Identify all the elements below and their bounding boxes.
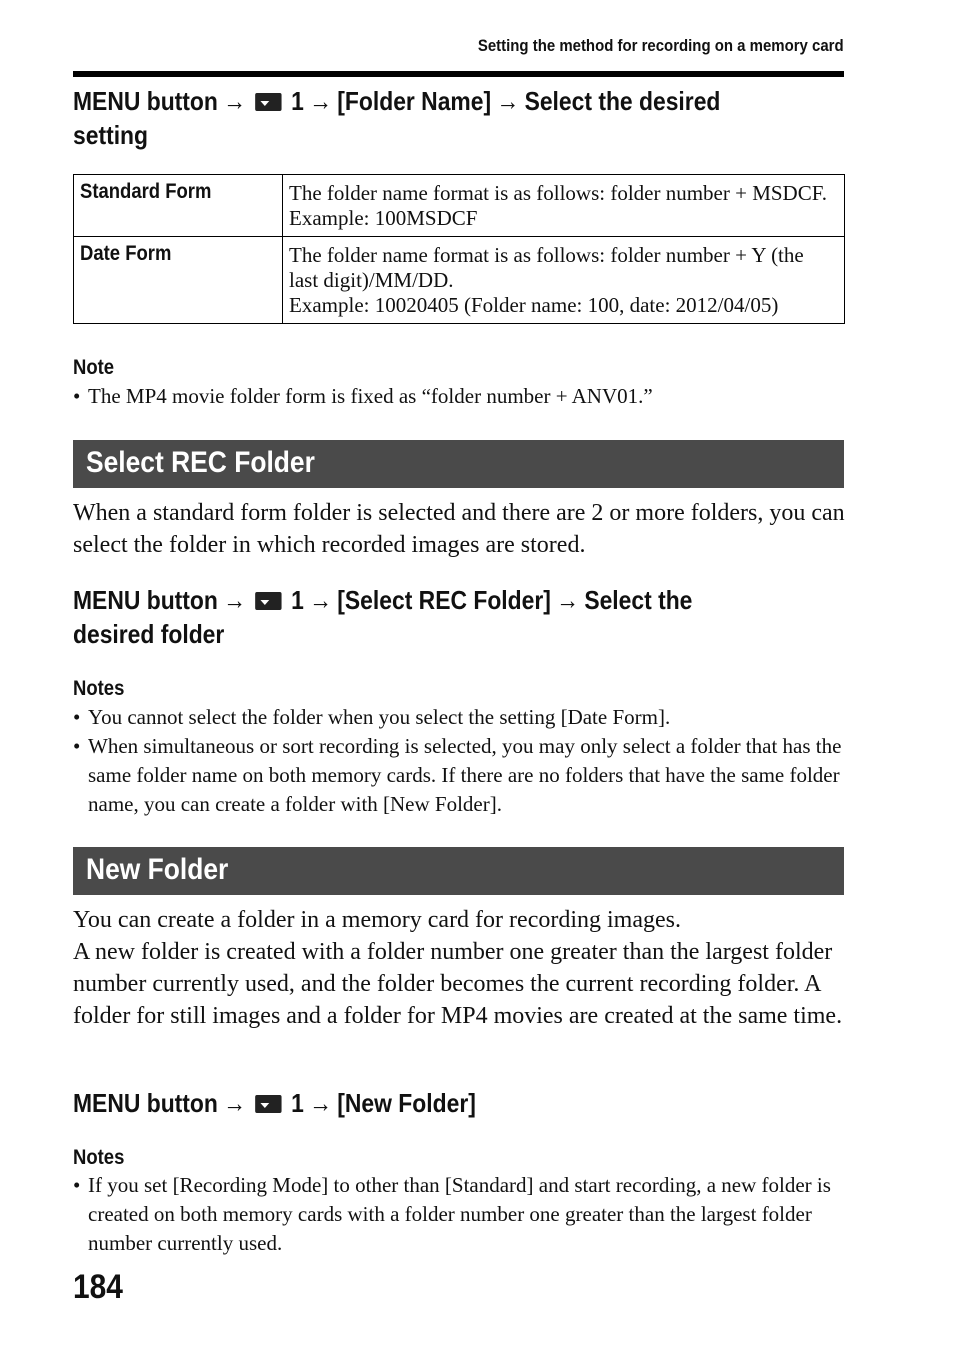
setting-description [283, 175, 845, 237]
list-item: • If you set [Recording Mode] to other than [Standard] and start recording, a new folder is created on both memory cards with a folder number one greater than the largest folder number currently used. [73, 1171, 845, 1258]
procedure-select-rec-folder [73, 583, 777, 651]
memory-card-tab-icon [255, 1095, 281, 1113]
list-item: • You cannot select the folder when you select the setting [Date Form]. [73, 703, 845, 732]
description-example: Example: 100MSDCF [289, 206, 478, 230]
notes-list [73, 1171, 845, 1258]
arrow-icon: → [309, 585, 333, 615]
arrow-icon: → [556, 585, 580, 615]
arrow-icon: → [309, 86, 333, 116]
menu-item-label: [Folder Name] [337, 86, 492, 116]
list-item: • When simultaneous or sort recording is selected, you may only select a folder that has the same folder name on both memory cards. If there are no folders that have the same folder name, you can create a folder with [New Folder]. [73, 732, 845, 819]
section-title: New Folder [86, 853, 229, 886]
menu-item-label: [New Folder] [337, 1088, 476, 1118]
tab-number: 1 [291, 585, 304, 615]
list-item: • The MP4 movie folder form is fixed as “folder number + ANV01.” [73, 382, 845, 411]
arrow-icon: → [223, 585, 247, 615]
memory-card-tab-icon [255, 592, 281, 610]
description-example: Example: 10020405 (Folder name: 100, date: 2012/04/05) [289, 293, 779, 317]
menu-button-label: MENU button [73, 1088, 218, 1118]
procedure-new-folder [73, 1086, 777, 1120]
notes-list [73, 703, 845, 819]
menu-item-label: [Select REC Folder] [337, 585, 551, 615]
notes-heading: Notes [73, 677, 125, 700]
section-body: A new folder is created with a folder number one greater than the largest folder number currently used, and the folder becomes the current recording folder. A folder for still images and a folder for MP4 movies are created at the same time. [73, 939, 843, 1029]
note-list [73, 382, 845, 411]
table-row [74, 175, 845, 237]
header-rule [73, 71, 844, 77]
setting-term: Date Form [74, 237, 283, 324]
tab-number: 1 [291, 86, 304, 116]
section-header-select-rec-folder [73, 440, 844, 488]
note-heading: Note [73, 356, 115, 379]
procedure-action: Select the desired folder [73, 585, 693, 649]
notes-heading: Notes [73, 1146, 125, 1169]
description-line: The folder name format is as follows: folder number + Y (the last digit)/MM/DD. [289, 243, 804, 292]
section-title: Select REC Folder [86, 446, 315, 479]
setting-description [283, 237, 845, 324]
section-body: You can create a folder in a memory card for recording images. [73, 907, 681, 933]
arrow-icon: → [223, 1088, 247, 1118]
setting-term: Standard Form [74, 175, 283, 237]
menu-button-label: MENU button [73, 585, 218, 615]
tab-number: 1 [291, 1088, 304, 1118]
procedure-folder-name [73, 84, 777, 152]
folder-name-settings-table [73, 174, 845, 324]
section-body: When a standard form folder is selected and there are 2 or more folders, you can select the folder in which recorded images are stored. [73, 500, 845, 558]
table-row [74, 237, 845, 324]
running-header: Setting the method for recording on a memory card [478, 36, 844, 55]
section-header-new-folder [73, 847, 844, 895]
procedure-action: Select the desired setting [73, 86, 721, 150]
arrow-icon: → [309, 1088, 333, 1118]
arrow-icon: → [496, 86, 520, 116]
menu-button-label: MENU button [73, 86, 218, 116]
arrow-icon: → [223, 86, 247, 116]
description-line: The folder name format is as follows: folder number + MSDCF. [289, 181, 827, 205]
memory-card-tab-icon [255, 93, 281, 111]
page-number: 184 [73, 1268, 123, 1306]
